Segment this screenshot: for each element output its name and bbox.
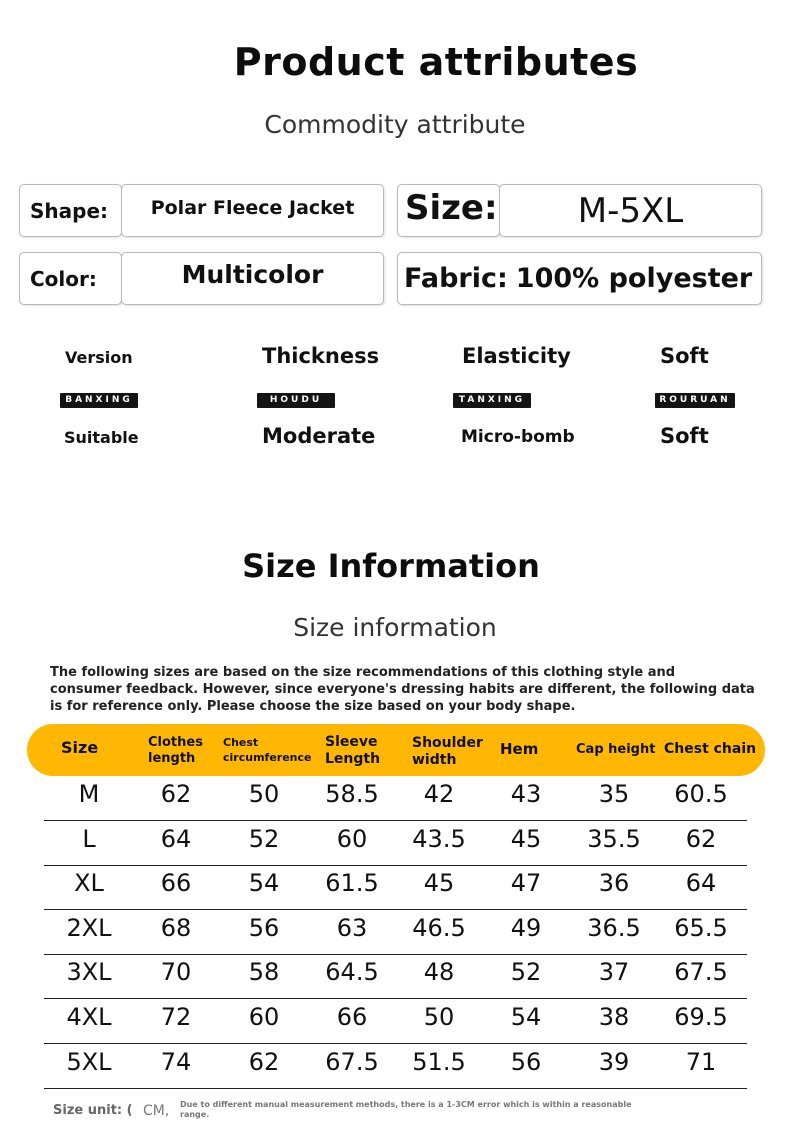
col-header-chest-circumference: Chest circumference [223, 736, 312, 764]
table-cell: 64 [160, 824, 192, 853]
size-value-box [499, 184, 762, 237]
table-cell: 38 [598, 1003, 630, 1031]
fabric-label: Fabric: [404, 263, 508, 294]
table-cell: 3XL [66, 958, 112, 987]
col-header-size: Size [61, 738, 99, 757]
table-cell: 60 [248, 1003, 280, 1031]
table-cell: 64 [685, 869, 717, 898]
size-disclaimer-line-1: Due to different manual measurement methods, there is a 1-3CM error which is within a reasonable [180, 1100, 632, 1109]
size-unit-label: Size unit: ( [53, 1103, 133, 1118]
color-value-box [121, 252, 384, 305]
table-row [44, 954, 747, 999]
size-label: Size: [405, 188, 498, 228]
table-row [44, 865, 747, 910]
feature-soft-tag: ROURUAN [655, 393, 735, 408]
table-cell: 74 [160, 1047, 192, 1076]
table-cell: 70 [160, 958, 192, 987]
table-cell: 64.5 [325, 958, 379, 987]
table-cell: 52 [510, 958, 542, 987]
feature-elasticity-tag: TANXING [453, 393, 531, 408]
table-cell: 62 [248, 1047, 280, 1076]
table-cell: 60.5 [674, 780, 728, 808]
shape-label-box [19, 184, 122, 237]
table-cell: 39 [598, 1047, 630, 1076]
fabric-value-box [397, 252, 762, 305]
table-cell: 42 [423, 780, 455, 808]
size-disclaimer [180, 1100, 650, 1120]
shape-label: Shape: [30, 198, 109, 223]
table-cell: 58.5 [325, 780, 379, 808]
table-cell: 35.5 [587, 824, 641, 853]
shape-value: Polar Fleece Jacket [150, 197, 355, 219]
table-row [44, 910, 747, 955]
table-cell: 46.5 [412, 913, 466, 942]
table-cell: XL [74, 869, 104, 898]
size-note-line-3: is for reference only. Please choose the size based on your body shape. [50, 699, 576, 714]
feature-elasticity-value: Micro-bomb [461, 427, 575, 447]
table-cell: 63 [336, 913, 368, 942]
size-unit: CM, [143, 1103, 170, 1119]
table-cell: 50 [423, 1003, 455, 1031]
col-header-hem: Hem [500, 740, 539, 758]
table-cell: 5XL [66, 1047, 112, 1076]
table-cell: 47 [510, 869, 542, 898]
feature-version-name: Version [65, 348, 133, 367]
feature-thickness-tag: HOUDU [257, 393, 335, 408]
table-cell: 45 [510, 824, 542, 853]
size-disclaimer-line-2: range. [180, 1110, 210, 1119]
table-cell: 43 [510, 780, 542, 808]
table-cell: M [78, 780, 100, 808]
table-cell: 54 [510, 1003, 542, 1031]
table-cell: 60 [336, 824, 368, 853]
feature-soft-name: Soft [660, 344, 709, 368]
table-cell: 50 [248, 780, 280, 808]
shape-value-box [121, 184, 384, 237]
col-header-cap-height: Cap height [576, 742, 656, 757]
table-cell: 48 [423, 958, 455, 987]
feature-version-value: Suitable [64, 428, 139, 447]
table-cell: 56 [248, 913, 280, 942]
table-cell: 51.5 [412, 1047, 466, 1076]
table-cell: 67.5 [674, 958, 728, 987]
table-row [44, 821, 747, 866]
table-cell: 67.5 [325, 1047, 379, 1076]
table-cell: 71 [685, 1047, 717, 1076]
size-label-box [397, 184, 500, 237]
table-cell: 4XL [66, 1003, 112, 1031]
fabric-value: 100% polyester [515, 263, 753, 294]
table-cell: 68 [160, 913, 192, 942]
col-header-shoulder-width: Shoulder width [412, 735, 483, 768]
table-cell: 45 [423, 869, 455, 898]
table-cell: 62 [685, 824, 717, 853]
table-cell: 43.5 [412, 824, 466, 853]
page-subtitle: Commodity attribute [264, 110, 526, 139]
feature-thickness-name: Thickness [262, 344, 380, 368]
table-cell: 66 [336, 1003, 368, 1031]
table-cell: 58 [248, 958, 280, 987]
table-cell: 37 [598, 958, 630, 987]
table-cell: L [82, 824, 96, 853]
table-cell: 52 [248, 824, 280, 853]
size-value: M-5XL [577, 190, 684, 231]
page-title: Product attributes [233, 40, 639, 84]
table-cell: 72 [160, 1003, 192, 1031]
table-cell: 36.5 [587, 913, 641, 942]
table-cell: 2XL [66, 913, 112, 942]
table-cell: 69.5 [674, 1003, 728, 1031]
table-cell: 35 [598, 780, 630, 808]
table-cell: 56 [510, 1047, 542, 1076]
color-value: Multicolor [181, 260, 324, 289]
feature-soft-value: Soft [660, 424, 709, 448]
table-cell: 61.5 [325, 869, 379, 898]
table-cell: 65.5 [674, 913, 728, 942]
color-label-box [19, 252, 122, 305]
table-cell: 54 [248, 869, 280, 898]
col-header-clothes-length: Clothes length [148, 735, 203, 766]
feature-elasticity-name: Elasticity [462, 344, 571, 368]
feature-thickness-value: Moderate [262, 424, 376, 448]
table-row [44, 999, 747, 1044]
size-section-subtitle: Size information [293, 613, 497, 642]
table-row [44, 776, 747, 821]
table-cell: 62 [160, 780, 192, 808]
col-header-sleeve-length: Sleeve Length [325, 734, 381, 767]
size-section-title: Size Information [242, 547, 540, 585]
table-cell: 66 [160, 869, 192, 898]
col-header-chest-chain: Chest chain [664, 741, 757, 757]
size-note-line-1: The following sizes are based on the size recommendations of this clothing style and [50, 665, 676, 680]
size-note-line-2: consumer feedback. However, since everyone's dressing habits are different, the following data [50, 682, 755, 697]
feature-version-tag: BANXING [60, 393, 138, 408]
table-row [44, 1044, 747, 1089]
table-cell: 36 [598, 869, 630, 898]
size-note [50, 664, 770, 715]
table-cell: 49 [510, 913, 542, 942]
color-label: Color: [30, 266, 97, 291]
